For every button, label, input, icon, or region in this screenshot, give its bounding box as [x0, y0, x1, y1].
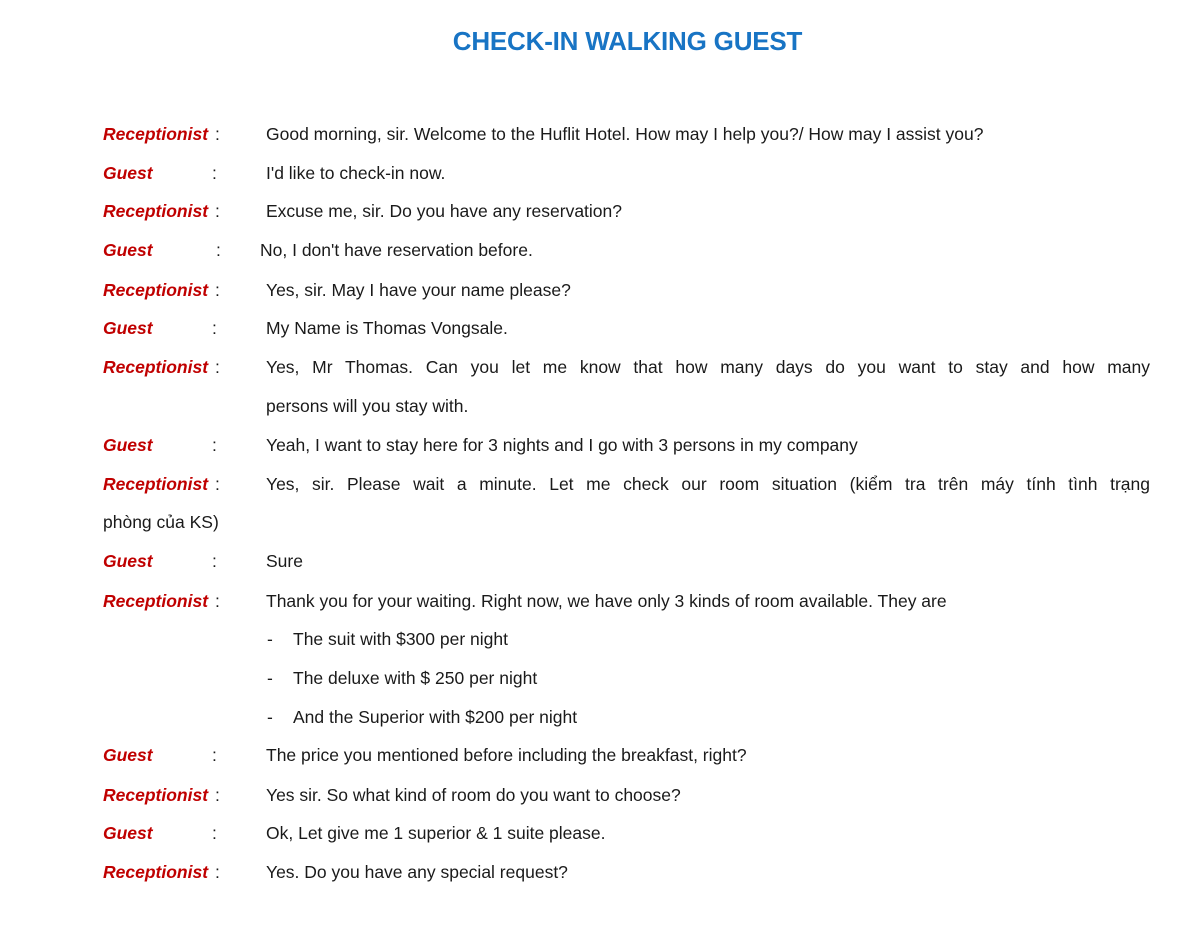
speaker-colon: :: [212, 551, 217, 571]
dialogue-line: [0, 354, 1200, 380]
dialogue-line: [0, 859, 1200, 885]
speaker-colon: :: [212, 318, 217, 338]
dialogue-line: [0, 548, 1200, 574]
speaker-colon: :: [216, 240, 221, 260]
dialogue-text: Sure: [266, 551, 303, 571]
speaker-label: Receptionist: [103, 124, 209, 144]
list-item: [0, 665, 1200, 691]
bullet-dash: -: [267, 668, 273, 688]
dialogue-text: Ok, Let give me 1 superior & 1 suite please.: [266, 823, 606, 843]
dialogue-text: Yes. Do you have any special request?: [266, 862, 568, 882]
dialogue-line: [0, 277, 1200, 303]
dialogue-line: [0, 742, 1200, 768]
speaker-label: Guest: [103, 240, 153, 260]
dialogue-text: The price you mentioned before including the breakfast, right?: [266, 745, 747, 765]
bullet-text: The deluxe with $ 250 per night: [293, 668, 538, 688]
speaker-colon: :: [215, 280, 220, 300]
speaker-label: Guest: [103, 163, 153, 183]
speaker-colon: :: [215, 124, 220, 144]
speaker-label: Receptionist: [103, 357, 209, 377]
dialogue-text: Yes, sir. May I have your name please?: [266, 280, 571, 300]
speaker-label: Guest: [103, 745, 153, 765]
dialogue-text: I'd like to check-in now.: [266, 163, 446, 183]
speaker-label: Guest: [103, 551, 153, 571]
speaker-label: Guest: [103, 435, 153, 455]
dialogue-continuation: [0, 393, 1200, 419]
speaker-colon: :: [215, 862, 220, 882]
speaker-label: Receptionist: [103, 862, 209, 882]
speaker-label: Receptionist: [103, 280, 209, 300]
speaker-colon: :: [212, 745, 217, 765]
dialogue-text: Yeah, I want to stay here for 3 nights and I go with 3 persons in my company: [266, 435, 858, 455]
bullet-dash: -: [267, 629, 273, 649]
bullet-text: And the Superior with $200 per night: [293, 707, 578, 727]
speaker-colon: :: [212, 435, 217, 455]
document-title: CHECK-IN WALKING GUEST: [452, 26, 803, 56]
dialogue-line: [0, 121, 1200, 147]
speaker-colon: :: [215, 591, 220, 611]
list-item: [0, 626, 1200, 652]
speaker-colon: :: [215, 474, 220, 494]
speaker-colon: :: [215, 357, 220, 377]
dialogue-line: [0, 315, 1200, 341]
dialogue-text: Yes sir. So what kind of room do you want to choose?: [266, 785, 681, 805]
dialogue-text: Thank you for your waiting. Right now, we have only 3 kinds of room available. They are: [266, 591, 947, 611]
list-item: [0, 704, 1200, 730]
dialogue-line: [0, 782, 1200, 808]
dialogue-text: Good morning, sir. Welcome to the Huflit Hotel. How may I help you?/ How may I assist you?: [266, 124, 984, 144]
bullet-text: The suit with $300 per night: [293, 629, 508, 649]
speaker-label: Guest: [103, 318, 153, 338]
speaker-colon: :: [212, 163, 217, 183]
dialogue-text-continued: phòng của KS): [103, 512, 219, 532]
dialogue-text: My Name is Thomas Vongsale.: [266, 318, 508, 338]
bullet-dash: -: [267, 707, 273, 727]
dialogue-line: [0, 160, 1200, 186]
dialogue-line: [0, 237, 1200, 263]
dialogue-line: [0, 471, 1200, 497]
speaker-label: Receptionist: [103, 591, 209, 611]
speaker-colon: :: [212, 823, 217, 843]
speaker-label: Guest: [103, 823, 153, 843]
dialogue-line: [0, 820, 1200, 846]
dialogue-text: No, I don't have reservation before.: [260, 240, 533, 260]
dialogue-line: [0, 198, 1200, 224]
speaker-colon: :: [215, 201, 220, 221]
dialogue-text: Yes, sir. Please wait a minute. Let me check our room situation (kiểm tra trên máy tính tình trạng: [266, 474, 1150, 494]
speaker-colon: :: [215, 785, 220, 805]
speaker-label: Receptionist: [103, 201, 209, 221]
dialogue-text: Yes, Mr Thomas. Can you let me know that how many days do you want to stay and how many: [266, 357, 1150, 377]
speaker-label: Receptionist: [103, 474, 209, 494]
speaker-label: Receptionist: [103, 785, 209, 805]
dialogue-text-continued: persons will you stay with.: [266, 396, 469, 416]
dialogue-line: [0, 588, 1200, 614]
dialogue-line: [0, 432, 1200, 458]
dialogue-text: Excuse me, sir. Do you have any reservation?: [266, 201, 623, 221]
dialogue-continuation: [0, 509, 1200, 535]
